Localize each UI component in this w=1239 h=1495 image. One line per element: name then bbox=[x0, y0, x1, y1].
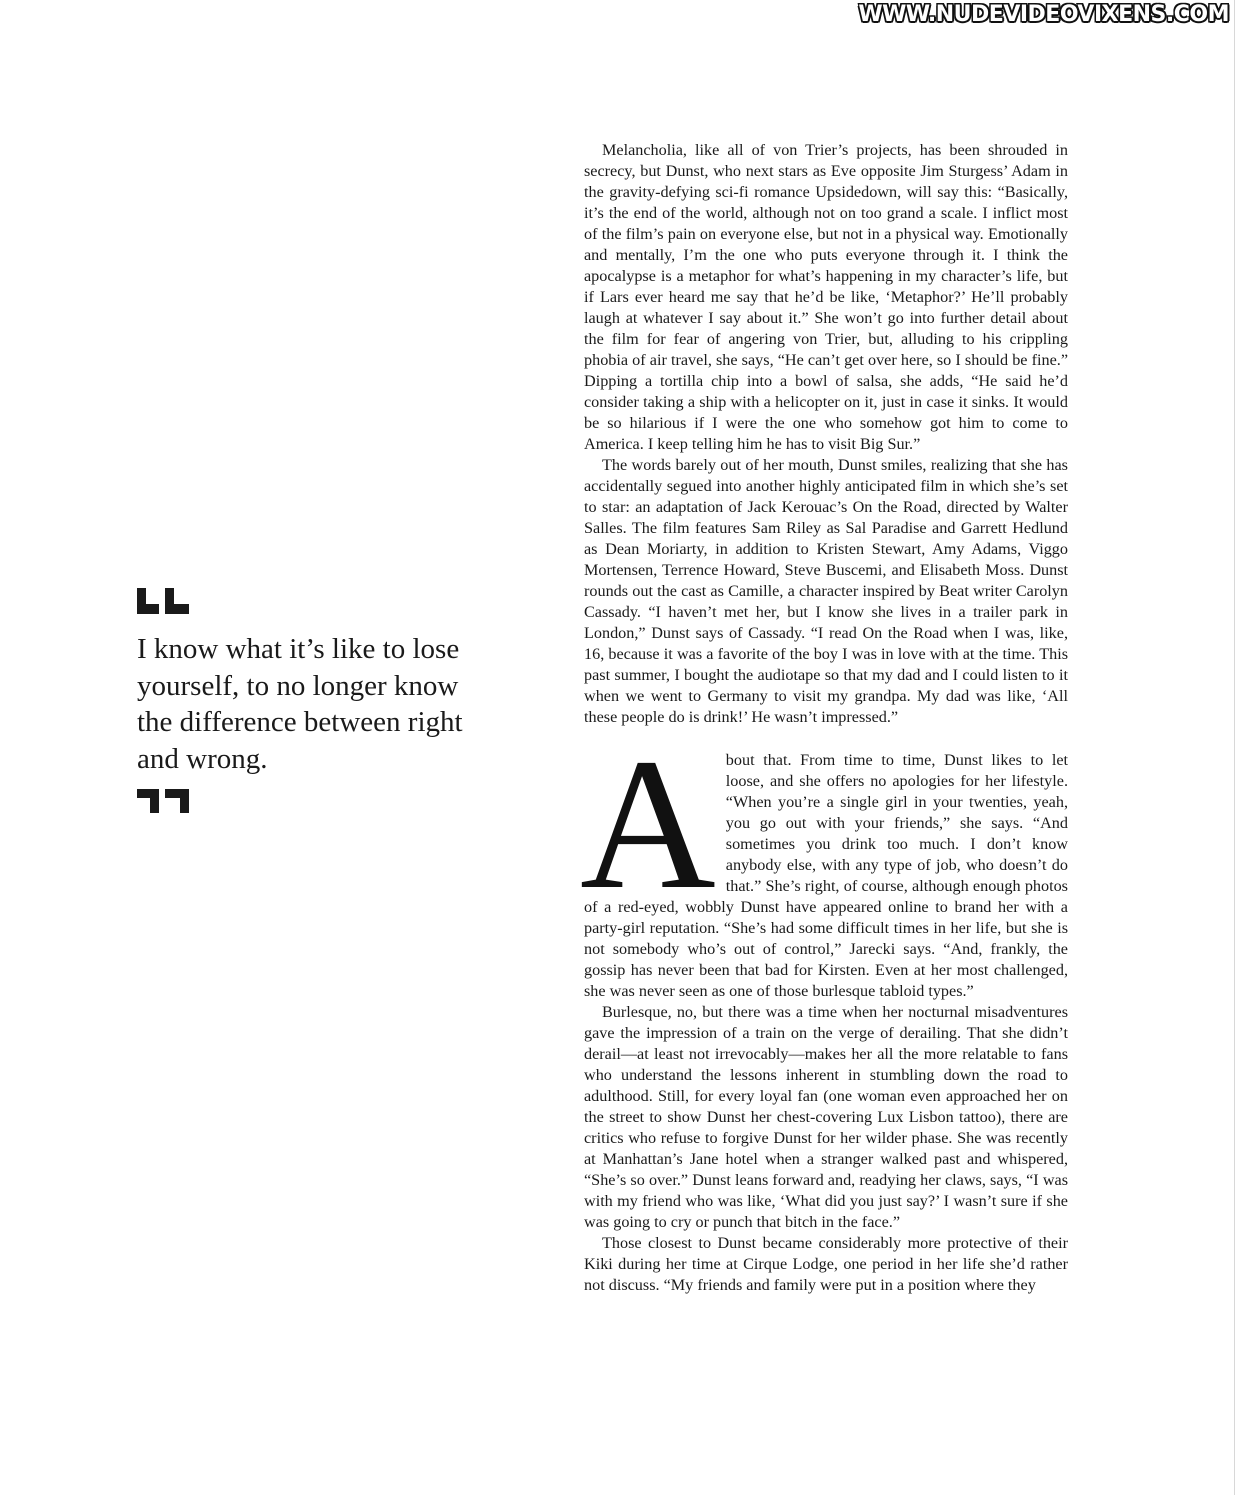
article-paragraph: bout that. From time to time, Dunst likes to let loose, and she offers no apologies for her lifestyle. “When you’re a single girl in your twenties, yeah, you go out with your friends,” she says. “And sometimes you drink too much. I don’t know anybody else, with any type of job, who doesn’t do that.” She’s right, of course, although enough photos of a red-eyed, wobbly Dunst have appeared online to brand her with a party-girl reputation. “She’s had some difficult times in her life, but she is not somebody who’s out of control,” Jarecki says. “And, frankly, the gossip has never been that bad for Kirsten. Even at her most challenged, she was never seen as one of those burlesque tabloid types.” bbox=[584, 751, 1068, 1000]
pull-quote-text: I know what it’s like to lose yourself, to no longer know the difference between right and wrong. bbox=[137, 633, 463, 775]
watermark: WWW.NUDEVIDEOVIXENS.COM bbox=[858, 2, 1229, 27]
article-paragraph: Those closest to Dunst became considerably more protective of their Kiki during her time at Cirque Lodge, one period in her life she’d rather not discuss. “My friends and family were put in a position where they bbox=[584, 1234, 1068, 1294]
close-quote-icon bbox=[137, 789, 189, 813]
page-edge-line bbox=[1234, 0, 1235, 1495]
article-column bbox=[580, 140, 1068, 1296]
pull-quote bbox=[137, 588, 497, 813]
article-paragraph: The words barely out of her mouth, Dunst smiles, realizing that she has accidentally segued into another highly anticipated film in which she’s set to star: an adaptation of Jack Kerouac’s On the Road, directed by Walter Salles. The film features Sam Riley as Sal Paradise and Garrett Hedlund as Dean Moriarty, in addition to Kristen Stewart, Amy Adams, Viggo Mortensen, Terrence Howard, Steve Buscemi, and Elisabeth Moss. Dunst rounds out the cast as Camille, a character inspired by Beat writer Carolyn Cassady. “I haven’t met her, but I know she lives in a trailer park in London,” Dunst says of Cassady. “I read On the Road when I was, like, 16, because it was a favorite of the boy I was in love with at the time. This past summer, I bought the audiotape so that my dad and I could listen to it when we went to Germany to visit my grandpa. My dad was like, ‘All these people do is drink!’ He wasn’t impressed.” bbox=[584, 456, 1068, 726]
article-paragraph: Burlesque, no, but there was a time when her nocturnal misadventures gave the impression of a train on the verge of derailing. That she didn’t derail—at least not irrevocably—makes her all the more relatable to fans who understand the lessons inherent in stumbling down the road to adulthood. Still, for every loyal fan (one woman even approached her on the street to show Dunst her chest-covering Lux Lisbon tattoo), there are critics who refuse to forgive Dunst for her wilder phase. She was recently at Manhattan’s Jane hotel when a stranger walked past and whispered, “She’s so over.” Dunst leans forward and, readying her claws, says, “I was with my friend who was like, ‘What did you just say?’ I wasn’t sure if she was going to cry or punch that bitch in the face.” bbox=[584, 1003, 1068, 1231]
open-quote-icon bbox=[137, 588, 189, 614]
article-paragraph: Melancholia, like all of von Trier’s projects, has been shrouded in secrecy, but Dunst, who next stars as Eve opposite Jim Sturgess’ Adam in the gravity-defying sci-fi romance Upsidedown, will say this: “Basically, it’s the end of the world, although not on too grand a scale. I inflict most of the film’s pain on everyone else, but not in a physical way. Emotionally and mentally, I’m the one who puts everyone through it. I think the apocalypse is a metaphor for what’s happening in my character’s life, but if Lars ever heard me say that he’d be like, ‘Metaphor?’ He’ll probably laugh at whatever I say about it.” She won’t go into further detail about the film for fear of angering von Trier, but, alluding to his crippling phobia of air travel, she says, “He can’t get over here, so I should be fine.” Dipping a tortilla chip into a bowl of salsa, she adds, “He said he’d consider taking a ship with a helicopter on it, just in case it sinks. It would be so hilarious if I were the one who somehow got him to come to America. I keep telling him he has to visit Big Sur.” bbox=[584, 141, 1068, 453]
drop-cap: A bbox=[580, 719, 716, 928]
drop-cap-section bbox=[580, 719, 1068, 1002]
